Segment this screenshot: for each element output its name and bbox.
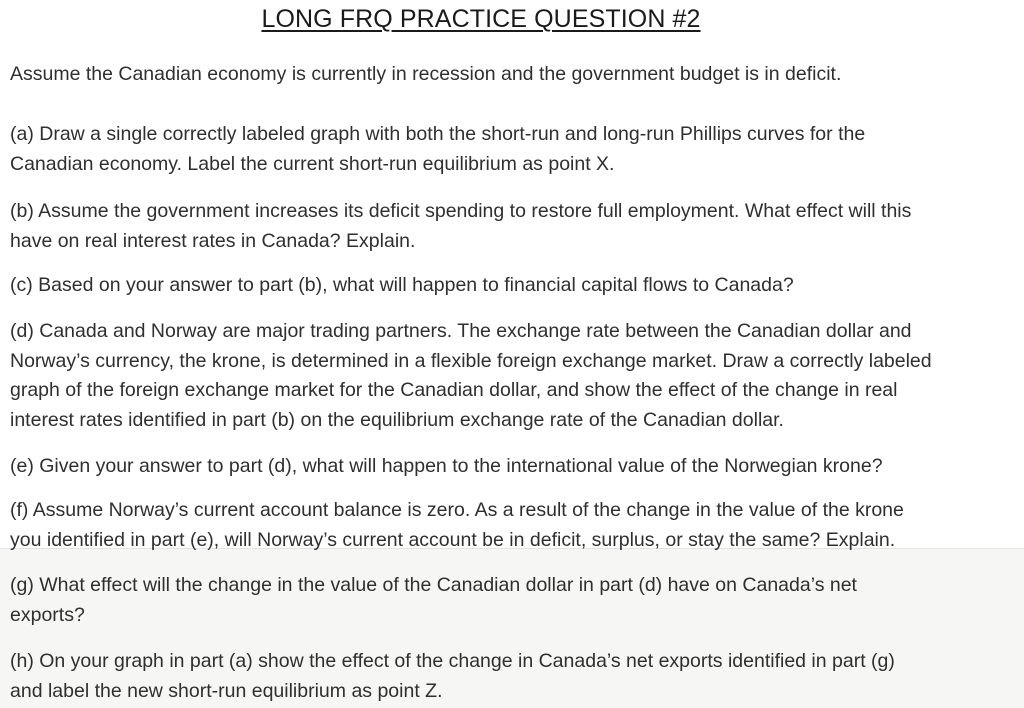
part-d-line-2: Norway’s currency, the krone, is determined in a flexible foreign exchange market. Draw a correctly labeled bbox=[10, 349, 932, 372]
part-b-line-2: have on real interest rates in Canada? Explain. bbox=[10, 229, 416, 252]
part-f-line-2: you identified in part (e), will Norway’s current account be in deficit, surplus, or stay the same? Explain. bbox=[10, 528, 896, 551]
part-h-line-2: and label the new short-run equilibrium as point Z. bbox=[10, 679, 443, 702]
part-g-line-1: (g) What effect will the change in the value of the Canadian dollar in part (d) have on Canada’s net bbox=[10, 574, 857, 596]
question-part-c bbox=[10, 271, 1020, 301]
part-h-line-1: (h) On your graph in part (a) show the effect of the change in Canada’s net exports identified in part (g) bbox=[10, 650, 895, 672]
part-a-line-2: Canadian economy. Label the current short-run equilibrium as point X. bbox=[10, 152, 615, 175]
question-part-a bbox=[10, 120, 1020, 179]
question-part-h bbox=[10, 647, 1020, 706]
part-e-line-1: (e) Given your answer to part (d), what will happen to the international value of the Norwegian krone? bbox=[10, 455, 883, 477]
part-b-line-1: (b) Assume the government increases its deficit spending to restore full employment. What effect will this bbox=[10, 200, 912, 222]
question-part-g bbox=[10, 571, 1020, 630]
question-part-f bbox=[10, 496, 1020, 555]
question-part-e bbox=[10, 452, 1020, 482]
part-d-line-1: (d) Canada and Norway are major trading partners. The exchange rate between the Canadian dollar and bbox=[10, 320, 912, 342]
part-f-line-1: (f) Assume Norway’s current account balance is zero. As a result of the change in the value of the krone bbox=[10, 499, 904, 521]
page-title: LONG FRQ PRACTICE QUESTION #2 bbox=[261, 5, 701, 33]
part-c-line-1: (c) Based on your answer to part (b), what will happen to financial capital flows to Canada? bbox=[10, 274, 794, 296]
intro-paragraph bbox=[10, 60, 1020, 90]
question-part-b bbox=[10, 197, 1020, 256]
intro-text: Assume the Canadian economy is currently in recession and the government budget is in deficit. bbox=[10, 63, 842, 85]
part-g-line-2: exports? bbox=[10, 603, 85, 626]
question-part-d bbox=[10, 317, 1020, 435]
part-d-line-4: interest rates identified in part (b) on the equilibrium exchange rate of the Canadian dollar. bbox=[10, 408, 784, 431]
part-a-line-1: (a) Draw a single correctly labeled graph with both the short-run and long-run Phillips curves for the bbox=[10, 123, 866, 145]
part-d-line-3: graph of the foreign exchange market for the Canadian dollar, and show the effect of the change in real bbox=[10, 379, 898, 401]
